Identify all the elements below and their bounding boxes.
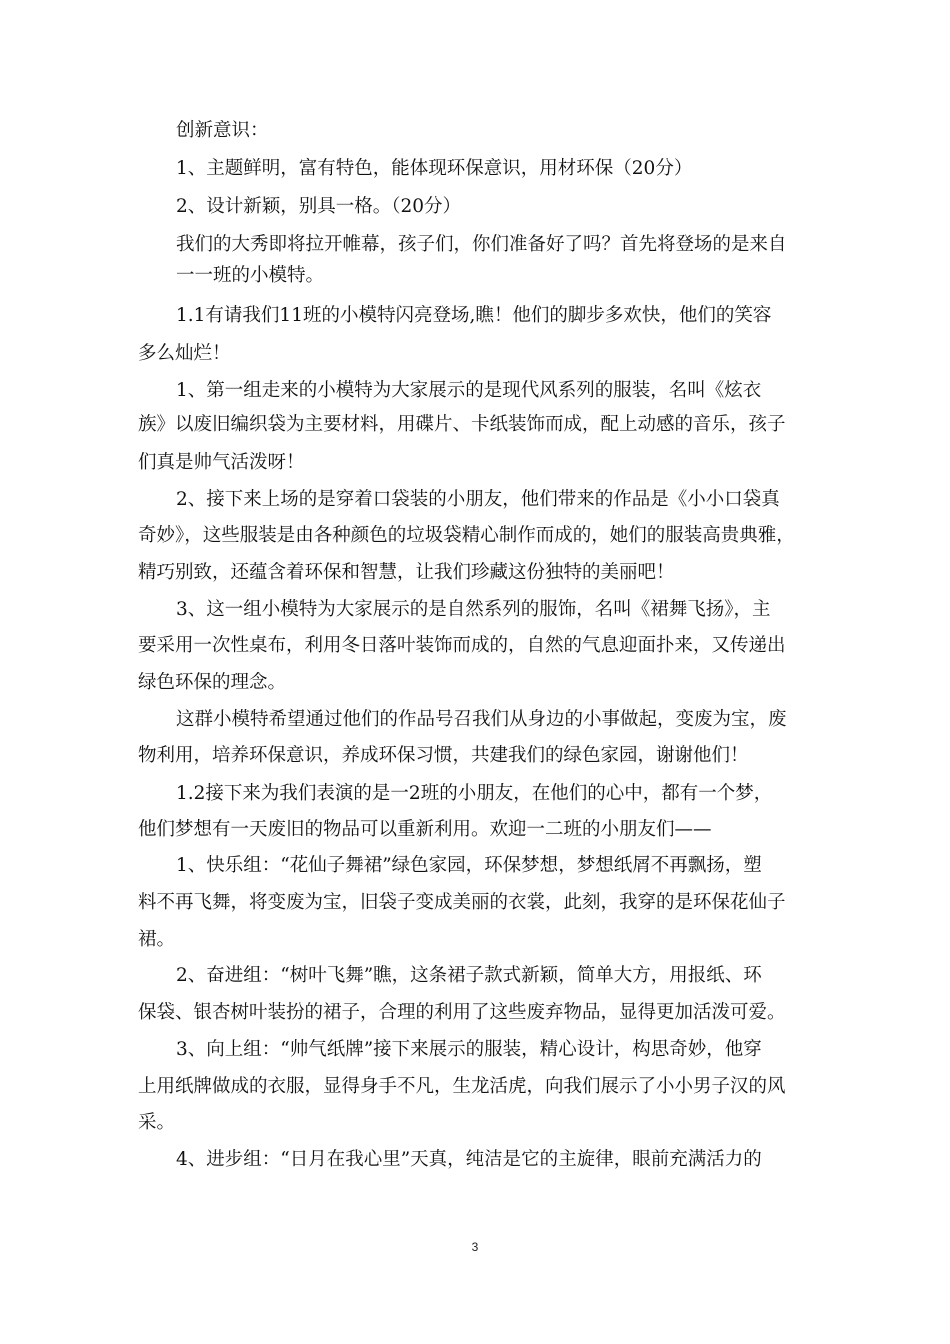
text-line: 上用纸牌做成的衣服，显得身手不凡，生龙活虎，向我们展示了小小男子汉的风 [138,1076,786,1097]
text-line: 精巧别致，还蕴含着环保和智慧，让我们珍藏这份独特的美丽吧！ [138,562,675,583]
text-line: 创新意识： [176,120,269,141]
text-line: 要采用一次性桌布，利用冬日落叶装饰而成的，自然的气息迎面扑来，又传递出 [138,635,786,656]
text-line: 绿色环保的理念。 [138,672,287,693]
text-line: 一一班的小模特。 [176,265,325,286]
text-line: 采。 [138,1112,176,1133]
text-line: 他们梦想有一天废旧的物品可以重新利用。欢迎一二班的小朋友们—— [138,819,712,840]
text-line: 物利用，培养环保意识，养成环保习惯，共建我们的绿色家园，谢谢他们！ [138,745,749,766]
text-line: 族》以废旧编织袋为主要材料，用碟片、卡纸装饰而成，配上动感的音乐，孩子 [138,414,786,435]
text-line: 们真是帅气活泼呀！ [138,452,305,473]
text-line: 2、接下来上场的是穿着口袋装的小朋友，他们带来的作品是《小小口袋真 [176,489,780,510]
text-line: 4、进步组：“日月在我心里”天真，纯洁是它的主旋律，眼前充满活力的 [176,1149,762,1170]
text-line: 奇妙》，这些服装是由各种颜色的垃圾袋精心制作而成的，她们的服装高贵典雅， [138,525,795,546]
page-number: 3 [471,1240,479,1254]
text-line: 这群小模特希望通过他们的作品号召我们从身边的小事做起，变废为宝，废 [176,709,787,730]
text-line: 裙。 [138,929,176,950]
text-line: 3、向上组：“帅气纸牌”接下来展示的服装，精心设计，构思奇妙，他穿 [176,1039,762,1060]
text-line: 1、第一组走来的小模特为大家展示的是现代风系列的服装，名叫《炫衣 [176,380,762,401]
text-line: 1、快乐组：“花仙子舞裙”绿色家园，环保梦想，梦想纸屑不再飘扬，塑 [176,855,762,876]
text-line: 3、这一组小模特为大家展示的是自然系列的服饰，名叫《裙舞飞扬》，主 [176,599,771,620]
text-line: 2、奋进组：“树叶飞舞”瞧，这条裙子款式新颖，简单大方，用报纸、环 [176,965,762,986]
text-line: 多么灿烂！ [138,343,231,364]
text-line: 1.2接下来为我们表演的是一2班的小朋友，在他们的心中，都有一个梦， [176,783,773,804]
text-line: 1、主题鲜明，富有特色，能体现环保意识，用材环保（20分） [176,158,693,179]
text-line: 1.1有请我们11班的小模特闪亮登场,瞧！他们的脚步多欢快，他们的笑容 [176,305,772,326]
text-line: 2、设计新颖，别具一格。（20分） [176,196,462,217]
text-line: 料不再飞舞，将变废为宝，旧袋子变成美丽的衣裳，此刻，我穿的是环保花仙子 [138,892,786,913]
text-line: 保袋、银杏树叶装扮的裙子，合理的利用了这些废弃物品，显得更加活泼可爱。 [138,1002,786,1023]
text-line: 我们的大秀即将拉开帷幕，孩子们，你们准备好了吗？首先将登场的是来自 [176,234,787,255]
